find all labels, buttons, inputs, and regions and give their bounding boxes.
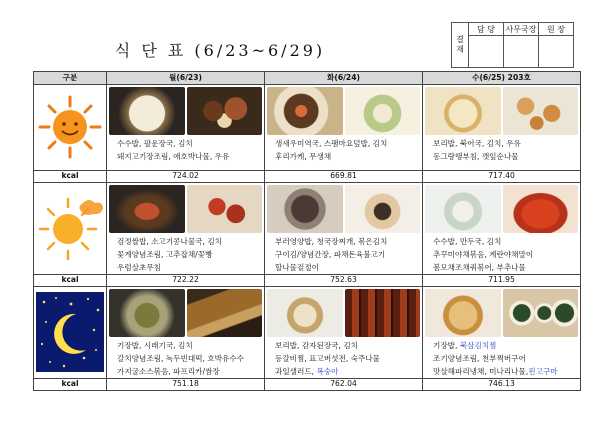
food-photo [345, 185, 421, 233]
menu-line: 구이김/양념간장, 파채돈육불고기 [275, 250, 386, 259]
kcal-value: 746.13 [423, 379, 581, 391]
menu-line: 부러영양밥, 청국장찌개, 볶은김치 [275, 237, 388, 246]
kcal-value: 724.02 [107, 171, 265, 183]
food-photo [503, 87, 579, 135]
menu-cell-wed-3 [423, 287, 581, 379]
menu-cell-mon-3 [107, 287, 265, 379]
kcal-value: 722.22 [107, 275, 265, 287]
kcal-row-lunch [34, 275, 581, 287]
menu-cell-wed-1 [423, 85, 581, 171]
food-photo [425, 185, 501, 233]
menu-line: 우럼살초무침 [117, 263, 162, 272]
food-photo [187, 289, 263, 337]
meal-row-breakfast [34, 85, 581, 171]
menu-line: 맛살해파리냉채, 미나리나물, [433, 367, 529, 376]
menu-line: 수수밥, 만두국, 김치 [433, 237, 502, 246]
food-photo [425, 87, 501, 135]
menu-highlight: 핀고구마 [528, 367, 558, 376]
meal-row-lunch [34, 183, 581, 275]
approval-head-staff: 담 당 [469, 23, 504, 36]
approval-label: 결재 [452, 23, 469, 68]
approval-sign-director[interactable] [539, 36, 574, 68]
food-photo [503, 185, 579, 233]
day-header-tue: 화(6/24) [265, 72, 423, 85]
sun-morning-cell [34, 85, 107, 171]
food-photo [503, 289, 579, 337]
menu-line: 동그랑땡부침, 깻잎순나물 [433, 152, 519, 161]
moon-night-icon [36, 292, 104, 372]
kcal-value: 752.63 [265, 275, 423, 287]
menu-line: 후리가케, 무생채 [275, 152, 332, 161]
sun-icon [36, 93, 104, 161]
food-photo [267, 289, 343, 337]
menu-line: 할나물겉절이 [275, 263, 320, 272]
menu-line: 갈치양념조림, 녹두빈대떡, 호박유수수 [117, 354, 245, 363]
food-photo [345, 289, 421, 337]
kcal-value: 669.81 [265, 171, 423, 183]
sun-cloud-icon [35, 193, 105, 263]
food-photo [109, 185, 185, 233]
menu-line: 조기양념조림, 천부쩍버구어 [433, 354, 526, 363]
food-photo [109, 87, 185, 135]
menu-cell-mon-1 [107, 85, 265, 171]
menu-cell-tue-2 [265, 183, 423, 275]
sun-noon-cell [34, 183, 107, 275]
menu-line: 보리밥, 북어국, 김치, 우유 [433, 139, 521, 148]
kcal-label: kcal [34, 275, 107, 287]
kcal-value: 717.40 [423, 171, 581, 183]
kcal-row-breakfast [34, 171, 581, 183]
kcal-label: kcal [34, 171, 107, 183]
menu-cell-mon-2 [107, 183, 265, 275]
menu-line: 생새우미역국, 스팸마요덮밥, 김치 [275, 139, 388, 148]
menu-line: 검정쌀밥, 소고기콩나물국, 김치 [117, 237, 223, 246]
food-photo [187, 185, 263, 233]
kcal-value: 711.95 [423, 275, 581, 287]
menu-highlight: 복숭아 [316, 367, 339, 376]
approval-sign-secretary[interactable] [504, 36, 539, 68]
food-photo [109, 289, 185, 337]
menu-cell-wed-2 [423, 183, 581, 275]
menu-highlight: 북삼김치찜 [459, 341, 497, 350]
menu-line: 돼지고기장조림, 애호박나물, 우유 [117, 152, 230, 161]
menu-line: 꽃게양념조림, 고추잡채/꽃빵 [117, 250, 213, 259]
kcal-row-dinner [34, 379, 581, 391]
page-title: 식 단 표 (6/23~6/29) [114, 41, 326, 60]
approval-sign-staff[interactable] [469, 36, 504, 68]
approval-head-director: 원 장 [539, 23, 574, 36]
menu-header-row [34, 72, 581, 85]
day-header-mon: 월(6/23) [107, 72, 265, 85]
meal-row-dinner [34, 287, 581, 379]
menu-cell-tue-3 [265, 287, 423, 379]
food-photo [425, 289, 501, 337]
menu-line: 수수밥, 팔운장국, 김치 [117, 139, 193, 148]
kcal-value: 762.04 [265, 379, 423, 391]
kcal-value: 751.18 [107, 379, 265, 391]
menu-cell-tue-1 [265, 85, 423, 171]
menu-line: 가지굴소스볶음, 파프리카/쌈장 [117, 367, 220, 376]
menu-line: 추꾸미야채볶음, 계란야채말이 [433, 250, 534, 259]
menu-line: 기장밥, 시래기국, 김치 [117, 341, 193, 350]
food-photo [267, 185, 343, 233]
menu-line: 봄모채조채쿼볶어, 부추나물 [433, 263, 526, 272]
food-photo [187, 87, 263, 135]
approval-head-secretary: 사무국장 [504, 23, 539, 36]
menu-line: 보리밥, 감자된장국, 김치 [275, 341, 359, 350]
corner-header: 구분 [34, 72, 107, 85]
food-photo [345, 87, 421, 135]
menu-line: 과일샐러드, [275, 367, 317, 376]
approval-box [451, 22, 574, 68]
day-header-wed: 수(6/25) 203호 [423, 72, 581, 85]
menu-line: 기장밥, [433, 341, 460, 350]
moon-cell [34, 287, 107, 379]
menu-line: 등갈비찜, 표고버섯전, 숙주나물 [275, 354, 381, 363]
food-photo [267, 87, 343, 135]
menu-table [33, 71, 581, 391]
kcal-label: kcal [34, 379, 107, 391]
